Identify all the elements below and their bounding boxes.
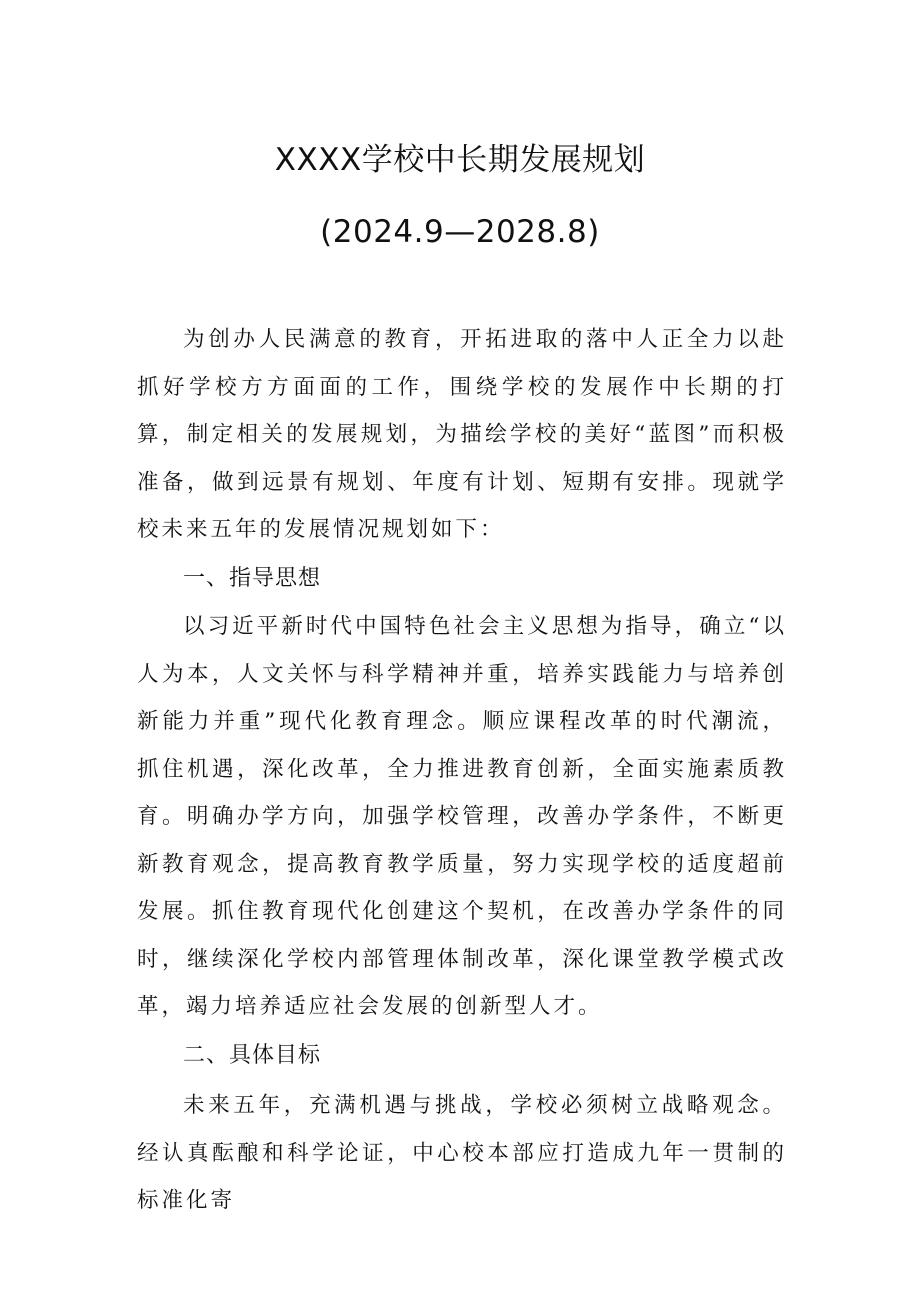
document-title: XXXX学校中长期发展规划 xyxy=(274,142,646,178)
section-paragraph-guiding-ideology: 以习近平新时代中国特色社会主义思想为指导，确立“以人为本，人文关怀与科学精神并重，培养实践能力与培养创新能力并重”现代化教育理念。顺应课程改革的时代潮流，抓住机遇，深化改革，全力推进教育创新，全面实施素质教育。明确办学方向，加强学校管理，改善办学条件，不断更新教育观念，提高教育教学质量，努力实现学校的适度超前发展。抓住教育现代化创建这个契机，在改善办学条件的同时，继续深化学校内部管理体制改革，深化课堂教学模式改革，竭力培养适应社会发展的创新型人才。 xyxy=(137,614,787,1019)
section-heading-specific-goals: 二、具体目标 xyxy=(183,1043,322,1068)
intro-paragraph: 为创办人民满意的教育，开拓进取的落中人正全力以赴抓好学校方方面面的工作，围绕学校的发展作中长期的打算，制定相关的发展规划，为描绘学校的美好“蓝图”而积极准备，做到远景有规划、年度有计划、短期有安排。现就学校未来五年的发展情况规划如下： xyxy=(137,327,787,542)
section-heading-guiding-ideology: 一、指导思想 xyxy=(183,566,322,591)
section-paragraph-specific-goals: 未来五年，充满机遇与挑战，学校必须树立战略观念。经认真酝酿和科学论证，中心校本部应打造成九年一贯制的标准化寄 xyxy=(137,1093,787,1213)
document-period: (2024.9—2028.8) xyxy=(320,214,600,250)
